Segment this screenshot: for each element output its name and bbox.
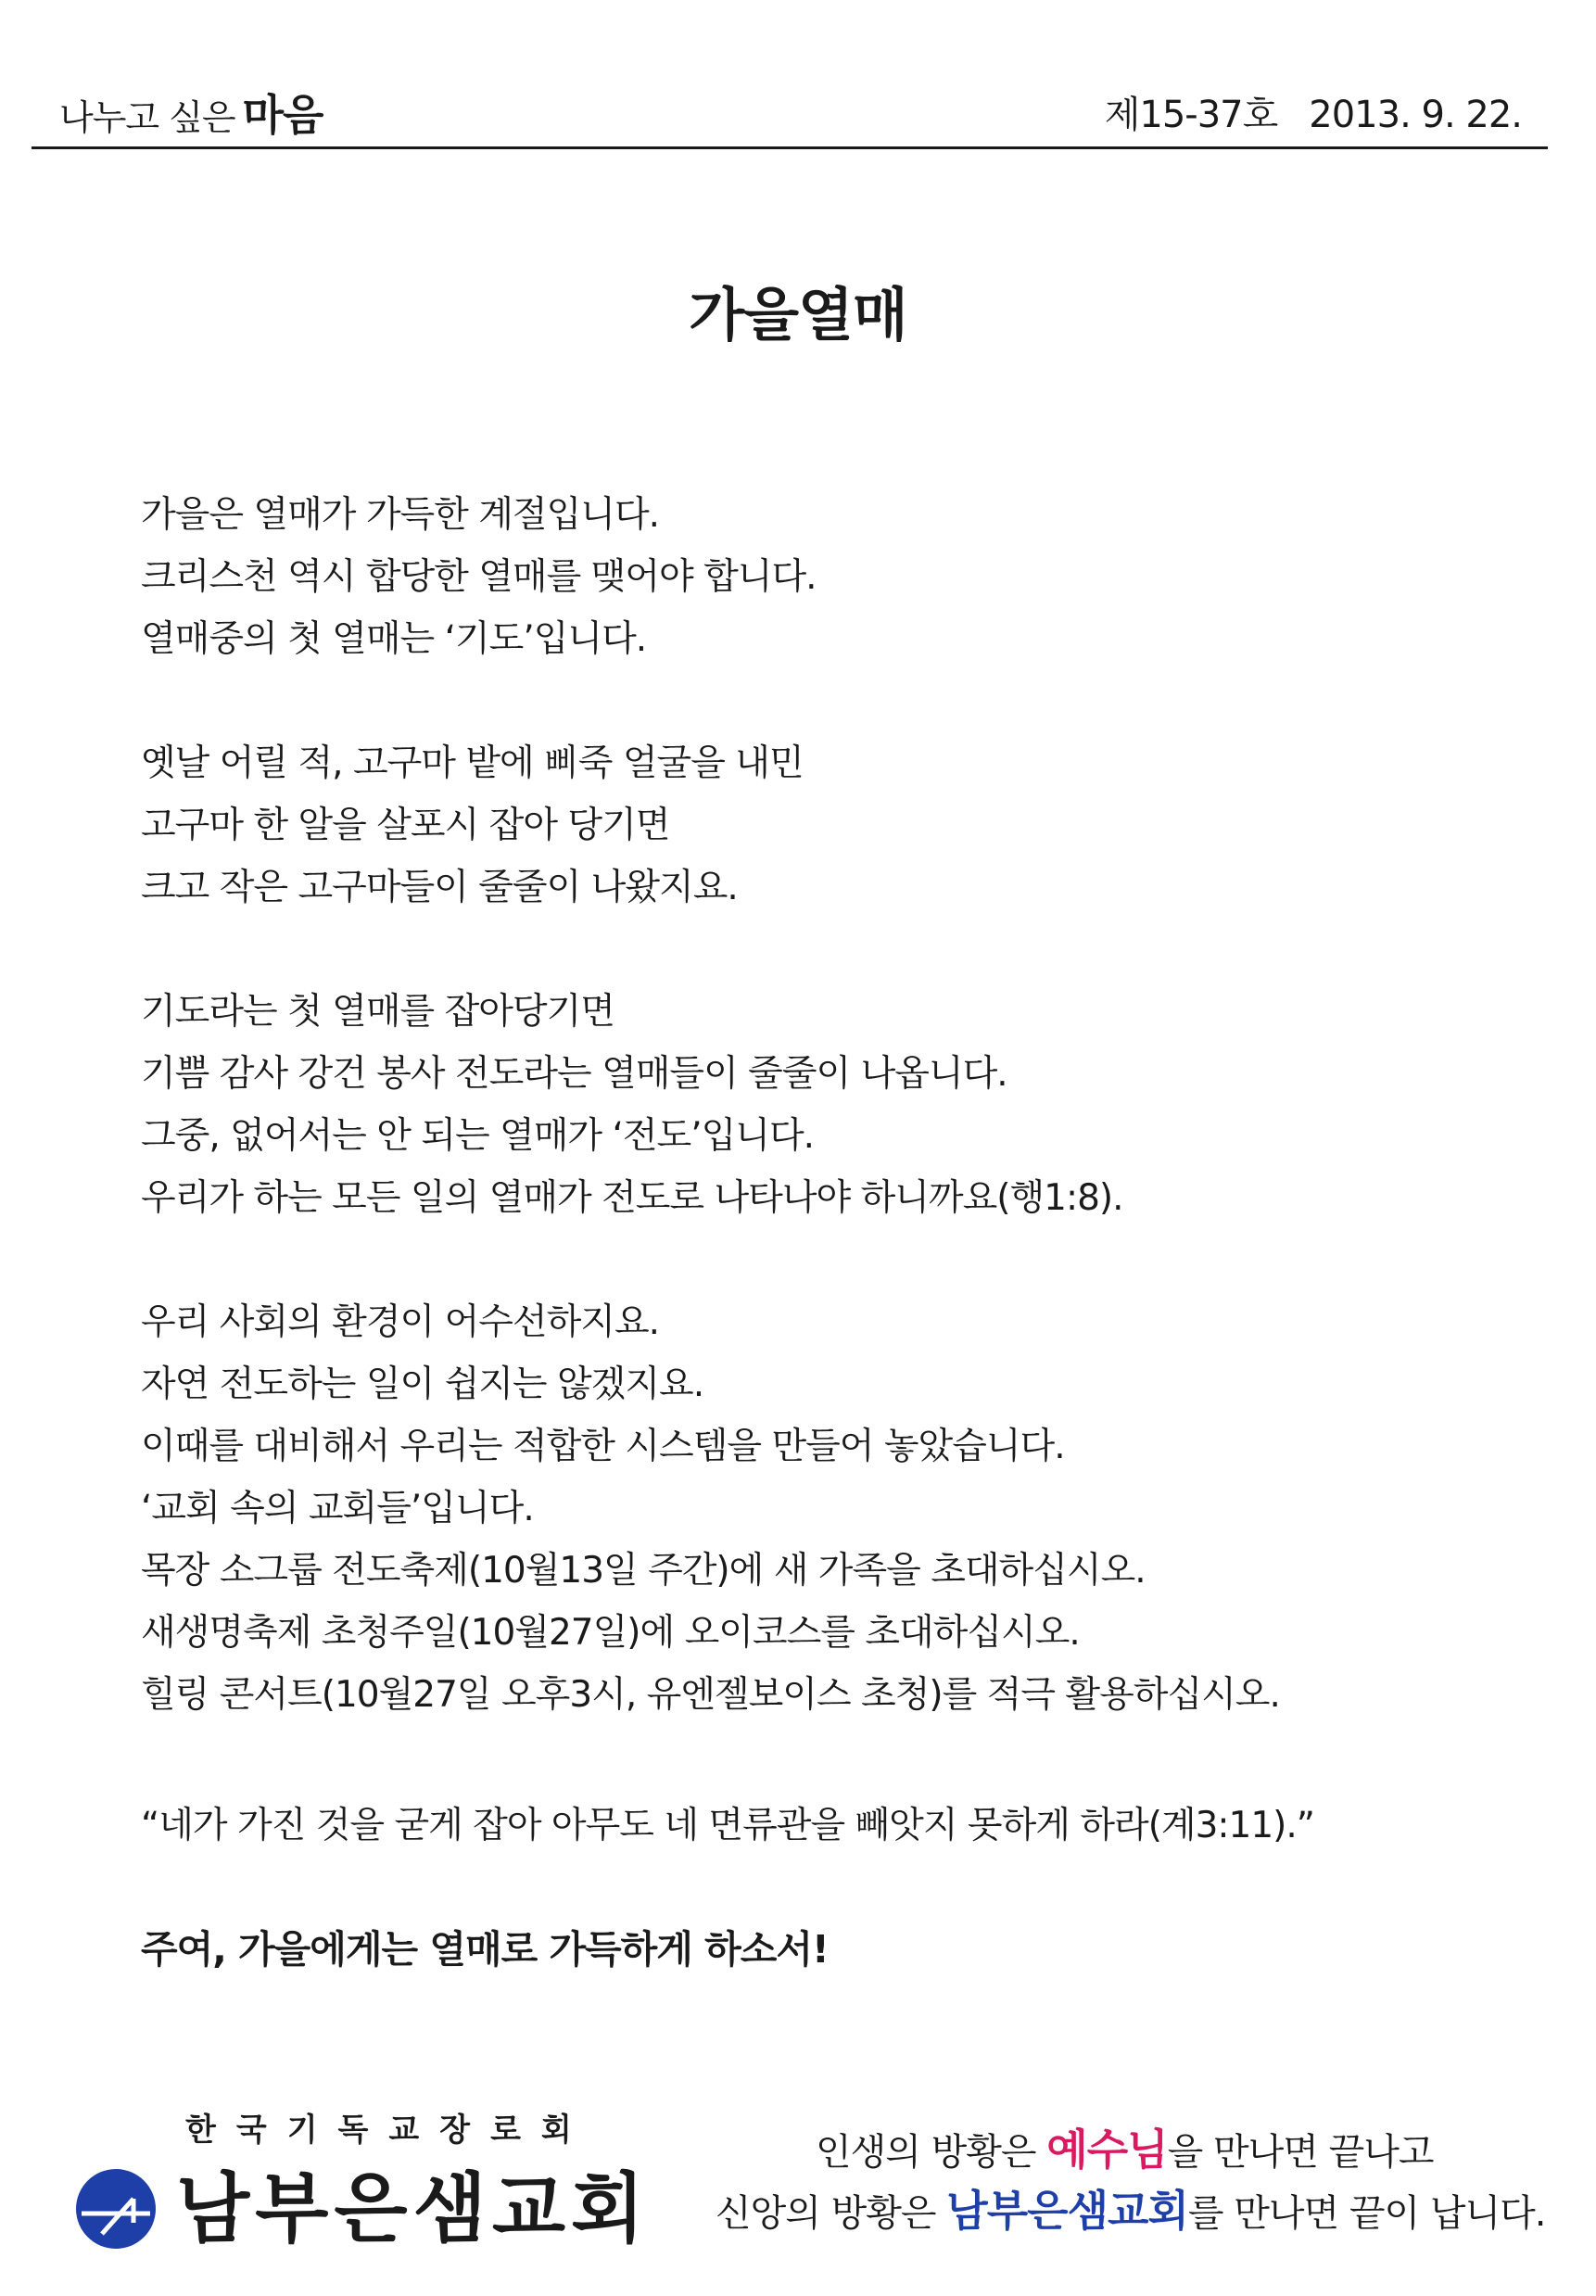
paragraph-line: 열매중의 첫 열매는 ‘기도’입니다. (141, 618, 647, 660)
denomination-name: 한국기독교장로회 (185, 2112, 592, 2149)
paragraph-line: 목장 소그룹 전도축제(10월13일 주간)에 새 가족을 초대하십시오. (141, 1550, 1146, 1592)
slogan-text: 을 만나면 끝나고 (1167, 2131, 1434, 2174)
scripture-quote: “네가 가진 것을 굳게 잡아 아무도 네 면류관을 빼앗지 못하게 하라(계3:11).” (141, 1805, 1314, 1846)
slogan-text: 를 만나면 끝이 납니다. (1187, 2192, 1546, 2235)
paragraph-line: 고구마 한 알을 살포시 잡아 당기면 (141, 805, 670, 846)
paragraph-line: 우리가 하는 모든 일의 열매가 전도로 나타나야 하니까요(행1:8). (141, 1177, 1123, 1219)
slogan-text: 신앙의 방황은 (716, 2192, 947, 2235)
paragraph-4 (141, 1291, 1457, 1726)
paragraph-line: ‘교회 속의 교회들’입니다. (141, 1488, 534, 1529)
newsletter-name-emphasis: 마음 (242, 90, 323, 140)
closing-prayer: 주여, 가을에게는 열매로 가득하게 하소서! (141, 1927, 829, 1972)
slogan-text: 인생의 방황은 (816, 2131, 1047, 2174)
church-name: 남부은샘교회 (176, 2165, 651, 2253)
slogan-emphasis-church: 남부은샘교회 (946, 2186, 1188, 2236)
slogan-emphasis-jesus: 예수님 (1046, 2125, 1168, 2175)
paragraph-line: 그중, 없어서는 안 되는 열매가 ‘전도’입니다. (141, 1115, 815, 1157)
article-title: 가을열매 (689, 281, 907, 349)
paragraph-line: 기쁨 감사 강건 봉사 전도라는 열매들이 줄줄이 나옵니다. (141, 1053, 1007, 1095)
issue-date: 2013. 9. 22. (1309, 94, 1522, 136)
slogan-line-1 (704, 2119, 1520, 2180)
paragraph-line: 자연 전도하는 일이 쉽지는 않겠지요. (141, 1364, 704, 1405)
paragraph-line: 우리 사회의 환경이 어수선하지요. (141, 1301, 660, 1343)
newsletter-name (59, 82, 323, 143)
page-header (32, 72, 1548, 149)
paragraph-line: 기도라는 첫 열매를 잡아당기면 (141, 991, 614, 1033)
paragraph-line: 새생명축제 초청주일(10월27일)에 오이코스를 초대하십시오. (141, 1612, 1080, 1654)
paragraph-1 (141, 484, 1457, 670)
paragraph-line: 이때를 대비해서 우리는 적합한 시스템을 만들어 놓았습니다. (141, 1426, 1065, 1467)
newsletter-name-prefix: 나누고 싶은 (59, 97, 235, 138)
paragraph-3 (141, 981, 1457, 1229)
issue-info (1105, 85, 1522, 138)
paragraph-line: 힐링 콘서트(10월27일 오후3시, 유엔젤보이스 초청)를 적극 활용하십시오. (141, 1674, 1280, 1716)
paragraph-2 (141, 732, 1457, 919)
paragraph-line: 크리스천 역시 합당한 열매를 맺어야 합니다. (141, 556, 817, 598)
church-logo-icon (74, 2167, 158, 2251)
church-slogan (704, 2119, 1546, 2241)
paragraph-line: 크고 작은 고구마들이 줄줄이 나왔지요. (141, 867, 738, 908)
issue-number: 제15-37호 (1104, 94, 1278, 136)
slogan-line-2 (704, 2180, 1546, 2241)
paragraph-line: 가을은 열매가 가득한 계절입니다. (141, 494, 660, 536)
paragraph-line: 옛날 어릴 적, 고구마 밭에 삐죽 얼굴을 내민 (141, 742, 804, 784)
article-body (141, 484, 1457, 1788)
church-logo (74, 2104, 651, 2262)
